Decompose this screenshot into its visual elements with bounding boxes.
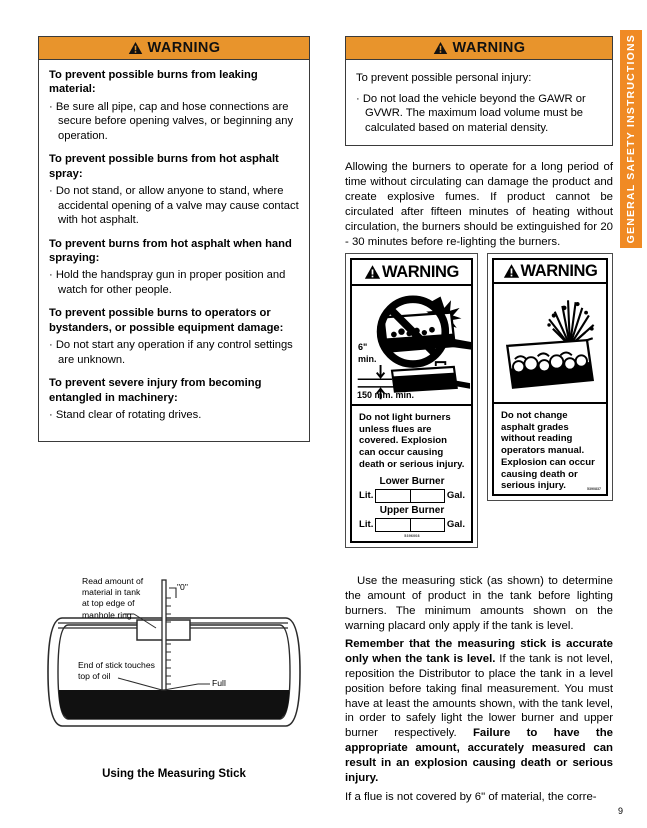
lit-label: Lit. — [359, 489, 374, 501]
burner-paragraph-text: Allowing the burners to operate for a long period of time without circulating can damage the product and create explosive fumes. If product cannot be circulated after fifteen minutes of heating without circulation, the burners should be extinguished for 20 - 30 minutes before re-lighting the burners. — [345, 161, 613, 248]
placard-part-number: 5390837 — [587, 486, 601, 491]
warning-heading: To prevent possible burns from leaking material: — [49, 69, 258, 96]
warning-triangle-icon — [364, 264, 381, 280]
placard-title-label: WARNING — [520, 261, 598, 280]
placard-title-label: WARNING — [382, 262, 459, 281]
placard-body-text: Do not light burners unless flues are covered. Explosion can occur causing death or serious injury. — [359, 412, 465, 470]
figure-caption: Using the Measuring Stick — [102, 768, 246, 780]
measuring-para-3: If a flue is not covered by 6" of material, the corre- — [345, 791, 597, 804]
warning-bullet: · Be sure all pipe, cap and hose connections are secure before opening valves, or beginning any operation. — [49, 100, 294, 142]
label-zero: "0" — [177, 582, 188, 592]
measuring-para-2-bold2: Failure to have the appropriate amount, accurately measured can result in an explosion causing death or serious injury. — [345, 727, 613, 785]
section-tab-label: GENERAL SAFETY INSTRUCTIONS — [625, 34, 637, 244]
warning-heading: To prevent severe injury from becoming entangled in machinery: — [49, 377, 262, 404]
placard-part-number: 5396008 — [404, 533, 420, 538]
placard-dim-top-label: 6" min. — [358, 342, 377, 364]
upper-burner-label: Upper Burner — [379, 504, 445, 516]
label-end-of-stick: End of stick touches top of oil — [78, 660, 155, 682]
upper-burner-value-field[interactable] — [375, 518, 444, 532]
placard-asphalt-grades — [487, 253, 613, 501]
label-read-amount: Read amount of material in tank at top edge of manhole ring — [82, 576, 144, 620]
warning-header-label: WARNING — [452, 40, 526, 56]
warning-intro: To prevent possible personal injury: — [356, 72, 532, 84]
warning-bullet: · Hold the handspray gun in proper position and watch for other people. — [49, 269, 286, 296]
measuring-para-1: Use the measuring stick (as shown) to determine the amount of product in the tank before lighting burners. The minimum amounts shown on the warning placard only apply if the tank is level. — [345, 575, 613, 632]
lit-label: Lit. — [359, 519, 374, 531]
warning-heading: To prevent burns from hot asphalt when hand spraying: — [49, 237, 292, 265]
warning-header-right — [346, 37, 612, 60]
page-number: 9 — [617, 806, 623, 816]
warning-bullet: · Do not stand, or allow anyone to stand, where accidental opening of a valve may cause contact with hot asphalt. — [49, 185, 299, 227]
warning-heading: To prevent possible burns from hot asphalt spray: — [49, 153, 279, 180]
warning-body-left — [39, 60, 309, 430]
warning-heading: To prevent possible burns to operators or bystanders, or possible equipment damage: — [49, 307, 284, 334]
placard-lower-upper-burner — [345, 253, 478, 548]
gal-label: Gal. — [446, 489, 465, 501]
section-tab-general-safety-instructions — [620, 30, 642, 248]
upper-burner-entry — [359, 505, 465, 532]
warning-triangle-icon — [128, 41, 143, 55]
warning-header-left — [39, 37, 309, 60]
placard-title-bar — [494, 260, 606, 284]
measuring-para-2-bold: Remember that the measuring stick is accurate only when the tank is level. — [345, 637, 613, 665]
warning-header-label: WARNING — [147, 40, 221, 56]
warning-bullet: · Do not start any operation if any control settings are unknown. — [49, 339, 293, 366]
lower-burner-entry — [359, 476, 465, 503]
placard-body-right — [494, 404, 606, 494]
placard-dim-bottom-label: 150 mm. min. — [357, 390, 415, 400]
placard-art-flue-explosion — [352, 286, 471, 406]
gal-label: Gal. — [446, 519, 465, 531]
warning-triangle-icon — [433, 41, 448, 55]
warning-box-left — [38, 36, 310, 442]
burner-operation-paragraph — [345, 160, 613, 250]
lower-burner-label: Lower Burner — [379, 475, 445, 487]
measuring-para-2 — [345, 637, 613, 786]
warning-body-right — [346, 60, 612, 143]
measuring-stick-text-block — [345, 574, 613, 805]
warning-box-right — [345, 36, 613, 146]
lower-burner-value-field[interactable] — [375, 489, 444, 503]
label-full: Full — [212, 678, 226, 688]
warning-bullet: · Do not load the vehicle beyond the GAWR or GVWR. The maximum load volume must be calculated based on material density. — [356, 92, 586, 134]
placard-body-text: Do not change asphalt grades without reading operators manual. Explosion can occur causing death or serious injury. — [501, 410, 595, 492]
measuring-stick-figure — [38, 572, 310, 780]
placard-body-left — [352, 406, 471, 541]
measuring-para-2-rest: If the tank is not level, reposition the Distributor to place the tank in a level position before taking final measurement. You must have at least the amounts shown, with the tank level, in order to safely light the lower burner and upper burner respectively. — [345, 652, 613, 740]
boiling-asphalt-explosion-icon — [494, 284, 606, 402]
placard-title-bar — [352, 260, 471, 286]
warning-bullet: · Stand clear of rotating drives. — [49, 408, 202, 421]
placard-art-boiling-asphalt — [494, 284, 606, 404]
warning-triangle-icon — [503, 263, 520, 279]
